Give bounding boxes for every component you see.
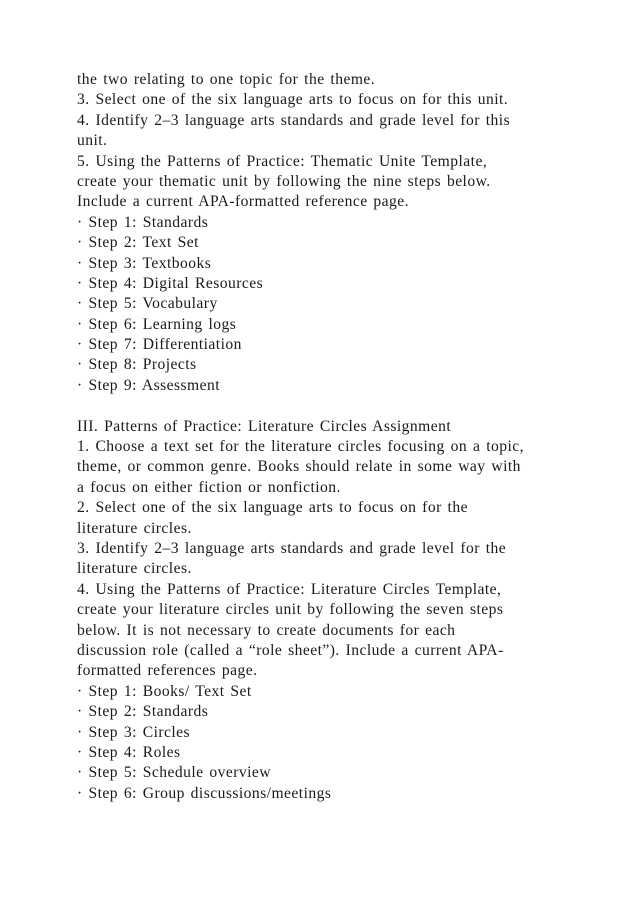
- text-line: formatted references page.: [77, 662, 258, 680]
- text-line: discussion role (called a “role sheet”). Include a current APA-: [77, 641, 504, 659]
- text-line: theme, or common genre. Books should relate in some way with: [77, 458, 521, 476]
- text-line: create your literature circles unit by following the seven steps: [77, 601, 504, 619]
- text-line: literature circles.: [77, 560, 192, 578]
- step-item: · Step 1: Standards: [77, 213, 209, 231]
- step-item: · Step 4: Digital Resources: [77, 274, 264, 292]
- text-line: literature circles.: [77, 519, 192, 537]
- step-item: · Step 9: Assessment: [77, 376, 221, 394]
- step-item: · Step 8: Projects: [77, 356, 197, 374]
- step-item: · Step 1: Books/ Text Set: [77, 682, 252, 700]
- text-line: 3. Select one of the six language arts to focus on for this unit.: [77, 91, 509, 109]
- step-item: · Step 6: Group discussions/meetings: [77, 784, 332, 802]
- text-line: Include a current APA-formatted reference page.: [77, 193, 410, 211]
- step-item: · Step 2: Standards: [77, 703, 209, 721]
- step-item: · Step 6: Learning logs: [77, 315, 237, 333]
- paragraph-gap: [77, 396, 617, 416]
- section-heading: III. Patterns of Practice: Literature Circles Assignment: [77, 417, 452, 435]
- step-item: · Step 7: Differentiation: [77, 336, 242, 354]
- text-line: create your thematic unit by following the nine steps below.: [77, 172, 491, 190]
- step-item: · Step 3: Circles: [77, 723, 191, 741]
- text-line: the two relating to one topic for the theme.: [77, 71, 376, 88]
- text-line: 2. Select one of the six language arts to focus on for the: [77, 499, 468, 517]
- document-body: [77, 70, 617, 804]
- text-line: 5. Using the Patterns of Practice: Thematic Unite Template,: [77, 152, 488, 170]
- step-item: · Step 3: Textbooks: [77, 254, 212, 272]
- text-line: below. It is not necessary to create documents for each: [77, 621, 456, 639]
- text-line: a focus on either fiction or nonfiction.: [77, 478, 341, 496]
- text-line: 3. Identify 2–3 language arts standards and grade level for the: [77, 539, 507, 557]
- step-item: · Step 2: Text Set: [77, 234, 199, 252]
- text-line: 4. Using the Patterns of Practice: Literature Circles Template,: [77, 580, 502, 598]
- text-line: 4. Identify 2–3 language arts standards and grade level for this: [77, 111, 511, 129]
- step-item: · Step 5: Schedule overview: [77, 764, 271, 782]
- text-line: 1. Choose a text set for the literature circles focusing on a topic,: [77, 438, 524, 456]
- text-line: unit.: [77, 132, 108, 150]
- step-item: · Step 5: Vocabulary: [77, 295, 218, 313]
- step-item: · Step 4: Roles: [77, 743, 181, 761]
